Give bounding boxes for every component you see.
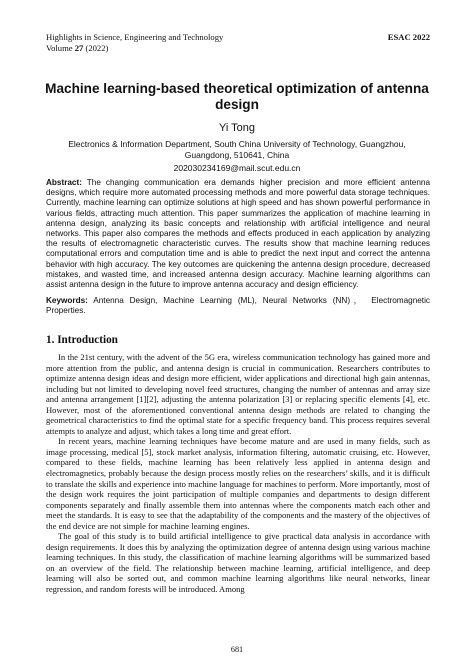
volume-number: 27 [74,42,84,53]
author-email[interactable]: 202030234169@mail.scut.edu.cn [173,163,301,173]
abstract [46,178,430,290]
keywords [46,296,430,316]
author-name: Yi Tong [218,122,256,134]
conference-name: ESAC 2022 [387,32,430,42]
page-number: 681 [230,645,244,654]
volume-info: Volume 27 (2022) [46,42,109,53]
paragraph: In the 21st century, with the advent of the 5G era, wireless communication technology has gained more and more attention from the public, and antenna design is crucial in communication. Researchers contributes to optimize antenna design ideas and design more efficient, wider applications and directional high gain antennas, including but not limited to developing novel feed structures, changing the number of antennas and array size and antenna arrangement [1][2], adjusting the antenna polarization [3] or replacing specific elements [4], etc. However, most of the aforementioned conventional antenna design methods are related to changing the geometrical characteristics to find the optimal state for a specific frequency band. This process requires several attempts to analyze and adjust, which takes a long time and great effort. [46,352,430,436]
section-heading-introduction: 1. Introduction [46,334,118,346]
keywords-label: Keywords: [46,296,88,305]
keywords-text: Antenna Design, Machine Learning (ML), Neural Networks (NN)， Electromagnetic Properties. [46,296,430,316]
abstract-label: Abstract: [46,178,82,187]
paragraph: The goal of this study is to build artificial intelligence to give practical data analysis in accordance with design requirements. It does this by analyzing the optimization degree of antenna design using various machine learning techniques. In this study, the classification of machine learning algorithms will be summarized based on an overview of the field. The relationship between machine learning, artificial intelligence, and deep learning will also be sorted out, and common machine learning algorithms like neural networks, linear regression, and random forests will be introduced. Among [46,531,430,595]
paragraph: In recent years, machine learning techniques have become mature and are used in many fields, such as image processing, medical [5], stock market analysis, information filtering, automatic cruising, etc. However, compared to these fields, machine learning has been relatively less applied in antenna design and electromagnetics, probably because the design process mostly relies on the researchers’ skills, and it is difficult to translate the skills and experience into machine language for machines to perform. More importantly, most of the design work requires the joint participation of multiple companies and departments to design different components separately and finally assemble them into antennas where the components match each other and meet the standards. It is easy to see that the adaptability of the components and the mastery of the objectives of the end device are not simple for machine learning engines. [46,436,430,531]
journal-name: Highlights in Science, Engineering and Technology [46,32,224,42]
author-affiliation: Electronics & Information Department, South China University of Technology, Guangzhou, Guangdong, 510641, China [68,139,406,160]
introduction-body [46,352,430,595]
abstract-text: The changing communication era demands higher precision and more efficient antenna designs, which require more automated processing methods and more powerful data storage techniques. Currently, machine learning can optimize solutions at high speed and has shown powerful performance in various fields, attracting much attention. This paper summarizes the application of machine learning in antenna design, analyzing its basic concepts and relationship with artificial intelligence and neural networks. This paper also compares the methods and effects produced in each application by analyzing the results of electromagnetic characteristic curves. The results show that machine learning reduces computational errors and computation time and is able to predict the next input and correct the antenna behavior with high accuracy. The key outcomes are quickening the antenna design procedure, decreased mistakes, and wasted time, and increased antenna design accuracy. Machine learning algorithms can assist antenna design in the future to improve antenna accuracy and design efficiency. [46,178,430,290]
paper-title: Machine learning-based theoretical optimization of antenna design [45,81,429,112]
running-header [46,32,430,53]
